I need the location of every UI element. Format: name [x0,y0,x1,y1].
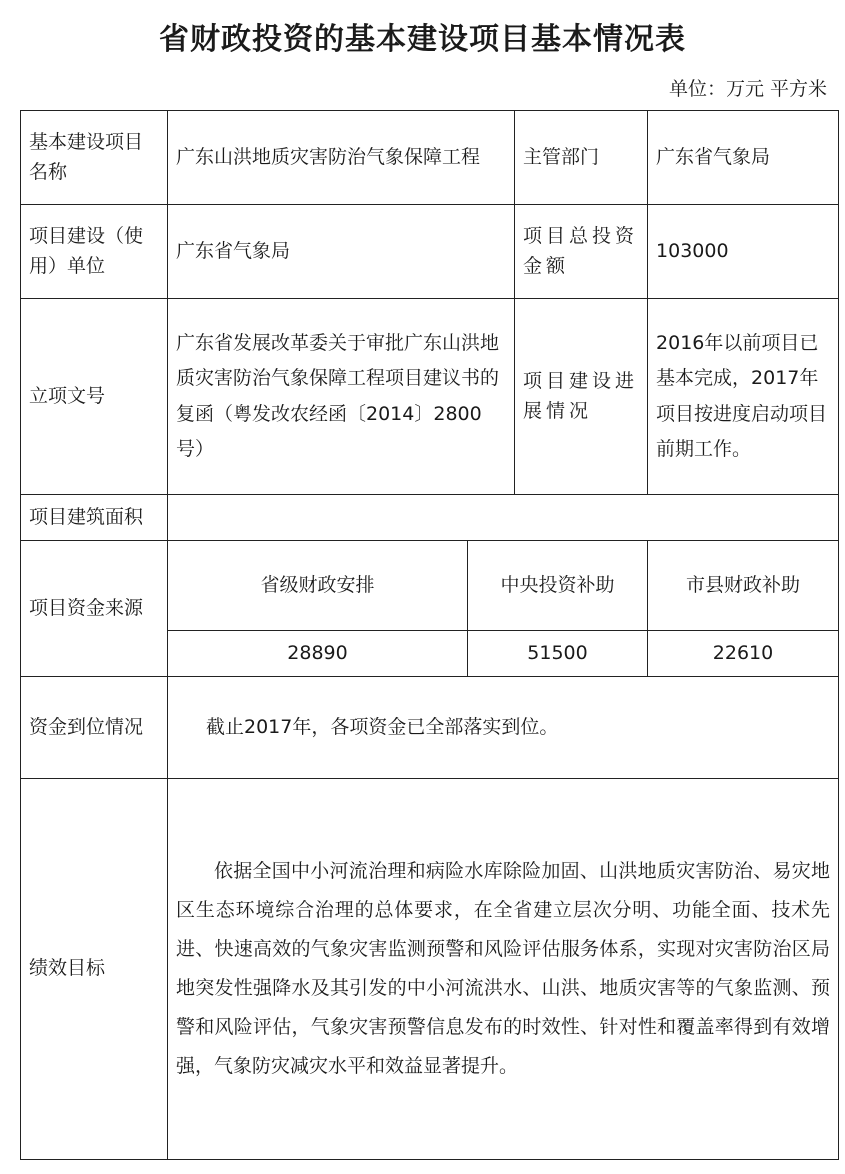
funding-value-city: 22610 [648,631,839,677]
row-performance [21,779,839,1160]
department-value: 广东省气象局 [648,111,839,205]
row-approval [21,299,839,495]
project-name-label: 基本建设项目名称 [21,111,168,205]
performance-value: 依据全国中小河流治理和病险水库除险加固、山洪地质灾害防治、易灾地区生态环境综合治理的总体要求，在全省建立层次分明、功能全面、技术先进、快速高效的气象灾害监测预警和风险评估服务体系，实现对灾害防治区局地突发性强降水及其引发的中小河流洪水、山洪、地质灾害等的气象监测、预警和风险评估，气象灾害预警信息发布的时效性、针对性和覆盖率得到有效增强，气象防灾减灾水平和效益显著提升。 [168,779,839,1160]
row-arrival [21,677,839,779]
funding-label: 项目资金来源 [21,541,168,677]
total-investment-label: 项目总投资金额 [515,205,648,299]
unit-label: 单位：万元 平方米 [668,78,827,100]
builder-value: 广东省气象局 [168,205,515,299]
row-builder [21,205,839,299]
area-value [168,495,839,541]
builder-label: 项目建设（使用）单位 [21,205,168,299]
basic-info-table [20,110,839,1160]
total-investment-value: 103000 [648,205,839,299]
arrival-value: 截止2017年，各项资金已全部落实到位。 [168,677,839,779]
arrival-label: 资金到位情况 [21,677,168,779]
approval-doc-label: 立项文号 [21,299,168,495]
funding-header-city: 市县财政补助 [648,541,839,631]
area-label: 项目建筑面积 [21,495,168,541]
funding-header-central: 中央投资补助 [468,541,648,631]
row-project-name [21,111,839,205]
row-funding-headers [21,541,839,631]
row-area [21,495,839,541]
project-name-value: 广东山洪地质灾害防治气象保障工程 [168,111,515,205]
page-title: 省财政投资的基本建设项目基本情况表 [159,22,686,57]
funding-value-provincial: 28890 [168,631,468,677]
funding-value-central: 51500 [468,631,648,677]
funding-header-provincial: 省级财政安排 [168,541,468,631]
progress-label: 项目建设进展情况 [515,299,648,495]
department-label: 主管部门 [515,111,648,205]
performance-label: 绩效目标 [21,779,168,1160]
progress-value: 2016年以前项目已基本完成，2017年项目按进度启动项目前期工作。 [648,299,839,495]
approval-doc-value: 广东省发展改革委关于审批广东山洪地质灾害防治气象保障工程项目建议书的复函（粤发改农经函〔2014〕2800号） [168,299,515,495]
